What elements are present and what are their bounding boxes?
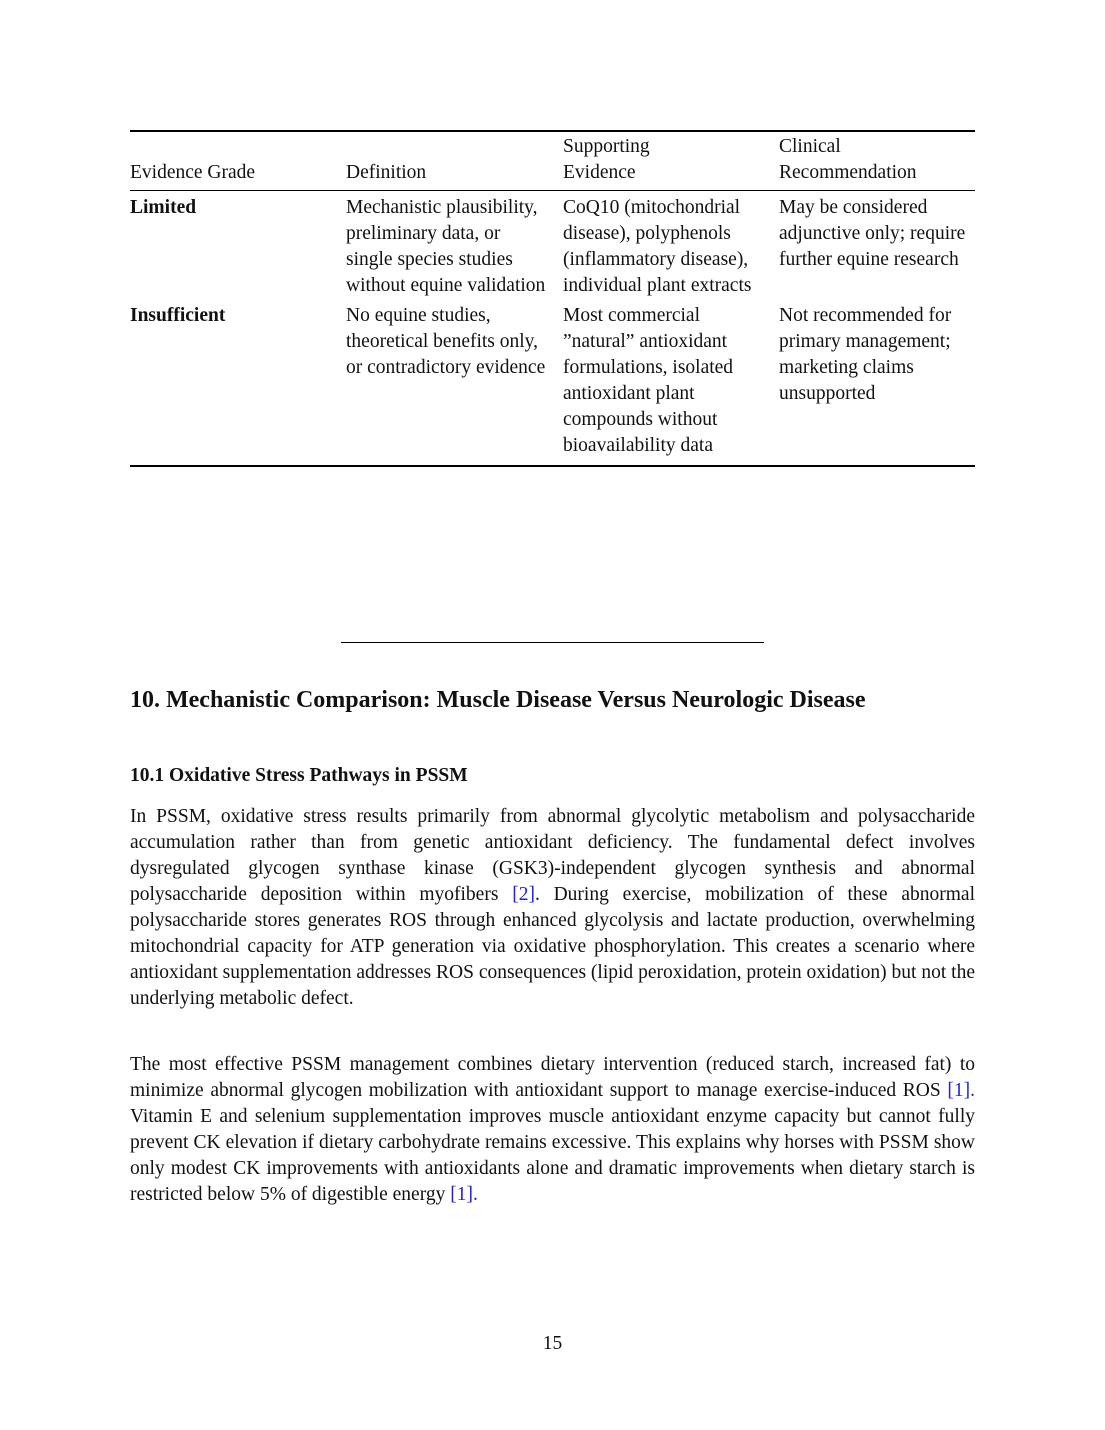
paragraph-text: The most effective PSSM management combines dietary intervention (reduced starch, increased fat) to minimize abnormal glycogen mobilization with antioxidant support to manage exercise-induced ROS: [130, 1054, 975, 1101]
paragraph-text: . During exercise, mobilization of these abnormal polysaccharide stores generates ROS through enhanced glycolysis and lactate production, overwhelming mitochondrial capacity for ATP generation via oxidative phosphorylation. This creates a scenario where antioxidant supplementation addresses ROS consequences (lipid peroxidation, protein oxidation) but not the underlying metabolic defect.: [130, 884, 975, 1009]
table-header-row: [130, 131, 975, 191]
cell-recommendation: Not recommended for primary management; marketing claims unsupported: [779, 305, 952, 404]
evidence-table-container: [130, 130, 975, 467]
table-row: [130, 299, 975, 466]
cell-definition: Mechanistic plausibility, preliminary data, or single species studies without equine validation: [346, 197, 546, 296]
section-heading: 10. Mechanistic Comparison: Muscle Disease Versus Neurologic Disease: [130, 687, 866, 713]
cell-grade: Limited: [130, 197, 197, 218]
header-text: Clinical: [779, 136, 841, 157]
cell-evidence: CoQ10 (mitochondrial disease), polyphenols (inflammatory disease), individual plant extracts: [563, 197, 752, 296]
page-number: 15: [542, 1333, 563, 1354]
citation-link[interactable]: [1].: [947, 1080, 975, 1101]
cell-recommendation: May be considered adjunctive only; require further equine research: [779, 197, 966, 270]
header-definition: [346, 131, 563, 191]
header-text: Definition: [346, 162, 427, 183]
header-clinical-recommendation: [779, 131, 975, 191]
header-text: Evidence: [563, 162, 636, 183]
cell-evidence: Most commercial ”natural” antioxidant formulations, isolated antioxidant plant compounds without bioavailability data: [563, 305, 734, 456]
paragraph-pssm-oxidative-stress: [130, 804, 975, 1012]
section-divider: [341, 642, 764, 643]
table-row: [130, 191, 975, 300]
cell-grade: Insufficient: [130, 305, 226, 326]
header-text: Supporting: [563, 136, 650, 157]
citation-link[interactable]: [1].: [450, 1184, 478, 1205]
paragraph-text: In PSSM, oxidative stress results primarily from abnormal glycolytic metabolism and polysaccharide accumulation rather than from genetic antioxidant deficiency. The fundamental defect involves dysregulated glycogen synthase kinase (GSK3)-independent glycogen synthesis and abnormal polysaccharide deposition within myofibers: [130, 806, 975, 905]
subsection-heading: 10.1 Oxidative Stress Pathways in PSSM: [130, 765, 468, 786]
header-text: Evidence Grade: [130, 162, 256, 183]
paragraph-pssm-management: [130, 1052, 975, 1208]
header-evidence-grade: [130, 131, 346, 191]
header-supporting-evidence: [563, 131, 779, 191]
header-text: Recommendation: [779, 162, 917, 183]
citation-link[interactable]: [2]: [512, 884, 535, 905]
evidence-grade-table: [130, 130, 975, 467]
paragraph-text: Vitamin E and selenium supplementation improves muscle antioxidant enzyme capacity but cannot fully prevent CK elevation if dietary carbohydrate remains excessive. This explains why horses with PSSM show only modest CK improvements with antioxidants alone and dramatic improvements when dietary starch is restricted below 5% of digestible energy: [130, 1106, 975, 1205]
cell-definition: No equine studies, theoretical benefits only, or contradictory evidence: [346, 305, 546, 378]
